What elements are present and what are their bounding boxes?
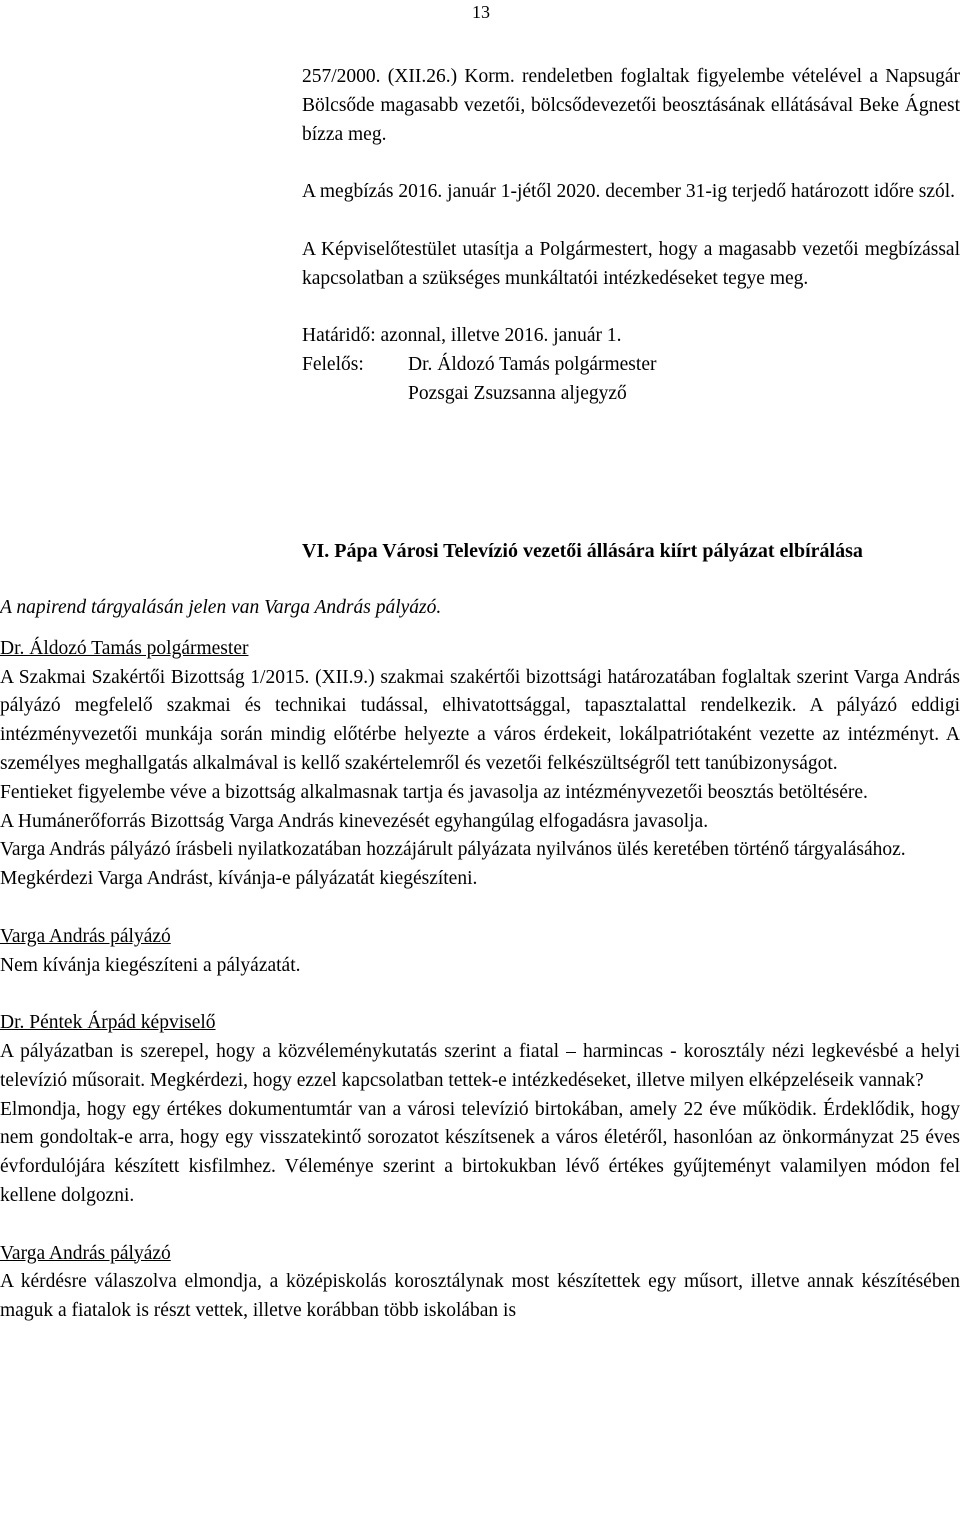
speaker-text: Varga András pályázó írásbeli nyilatkozatában hozzájárult pályázata nyilvános ülés keretében történő tárgyalásához. [0,839,906,861]
speaker-text: A pályázatban is szerepel, hogy a közvéleménykutatás szerint a fiatal – harmincas - korosztály nézi legkevésbé a helyi televízió műsorait. Megkérdezi, hogy ezzel kapcsolatban tettek-e intézkedéseket, illetve milyen elképzeléseik vannak? [0,1040,960,1091]
speaker-name: Varga András pályázó [0,925,171,947]
responsible-row [302,351,960,380]
responsible-person-2: Pozsgai Zsuzsanna aljegyző [408,382,627,404]
speaker-name: Dr. Péntek Árpád képviselő [0,1012,216,1034]
responsible-label: Felelős: [302,353,364,375]
speaker-text: A kérdésre válaszolva elmondja, a középiskolás korosztálynak most készítettek egy műsort, illetve annak készítésében maguk a fiatalok is részt vettek, illetve korábban több iskolában is [0,1271,960,1322]
responsible-person-1: Dr. Áldozó Tamás polgármester [408,353,657,375]
resolution-block [302,63,960,409]
speaker-text: Fentieket figyelembe véve a bizottság alkalmasnak tartja és javasolja az intézményvezetői beosztás betöltésére. [0,781,868,803]
resolution-paragraph-2: A megbízás 2016. január 1-jétől 2020. december 31-ig terjedő határozott időre szól. [302,181,956,203]
page-number: 13 [472,2,490,22]
section-heading: VI. Pápa Városi Televízió vezetői állására kiírt pályázat elbírálása [302,540,863,562]
resolution-paragraph-3: A Képviselőtestület utasítja a Polgármestert, hogy a magasabb vezetői megbízással kapcsolatban a szükséges munkáltatói intézkedéseket tegye meg. [302,238,960,289]
speaker-name: Varga András pályázó [0,1242,171,1264]
speaker-text: Elmondja, hogy egy értékes dokumentumtár van a városi televízió birtokában, amely 22 éve működik. Érdeklődik, hogy nem gondoltak-e arra, hogy egy visszatekintő sorozatot készítsenek a város életéről, hasonlóan az önkormányzat 25 éves évfordulójára készített kisfilmhez. Véleménye szerint a birtokukban lévő értékes gyűjteményt valamilyen módon fel kellene dolgozni. [0,1098,960,1206]
speaker-text: Nem kívánja kiegészíteni a pályázatát. [0,954,301,976]
speaker-text: A Humánerőforrás Bizottság Varga András kinevezését egyhangúlag elfogadásra javasolja. [0,810,709,832]
deadline-line: Határidő: azonnal, illetve 2016. január 1. [302,325,622,347]
speaker-text: A Szakmai Szakértői Bizottság 1/2015. (XII.9.) szakmai szakértői bizottsági határozatában foglaltak szerint Varga András pályázó megfelelő szakmai és technikai tudással, elhivatottsággal, tapasztalattal rendelkezik. A pályázó eddigi intézményvezetői munkája során mindig előtérbe helyezte a város érdekeit, lokálpatriótaként vezette az intézményt. A személyes meghallgatás alkalmával is kellő szakértelemről és vezetői felkészültségről tett tanúbizonyságot. [0,666,960,774]
resolution-paragraph-1: 257/2000. (XII.26.) Korm. rendeletben foglaltak figyelembe vételével a Napsugár Bölcsőde magasabb vezetői, bölcsődevezetői beosztásának ellátásával Beke Ágnest bízza meg. [302,66,960,145]
section-body [0,594,960,1326]
attendance-note: A napirend tárgyalásán jelen van Varga András pályázó. [0,597,442,618]
speaker-text: Megkérdezi Varga Andrást, kívánja-e pályázatát kiegészíteni. [0,868,478,890]
speaker-name: Dr. Áldozó Tamás polgármester [0,637,249,659]
